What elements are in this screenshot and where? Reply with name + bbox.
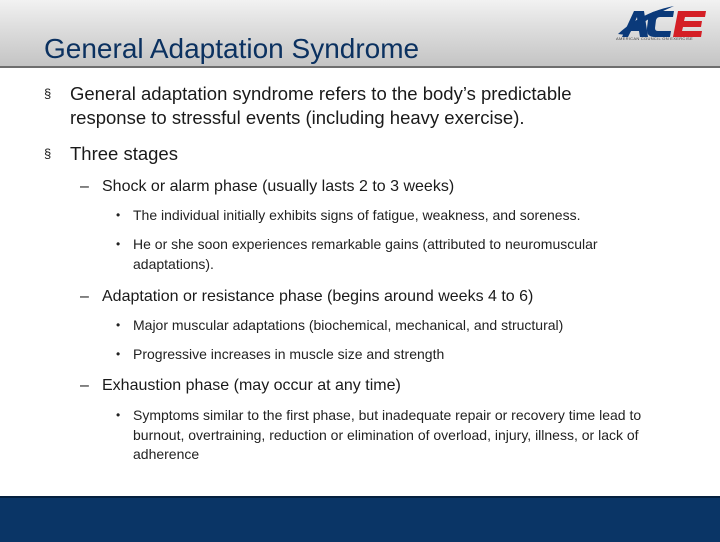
stage-shock-alarm: [80, 177, 680, 197]
bullet-definition: [44, 82, 644, 130]
dot-bullet-icon: •: [116, 318, 121, 332]
dash-bullet-icon: –: [80, 178, 89, 195]
stage-adaptation-resistance: [80, 287, 680, 307]
stage-exhaustion: [80, 376, 680, 396]
point-text: Major muscular adaptations (biochemical, mechanical, and structural): [133, 317, 564, 333]
point-text: He or she soon experiences remarkable gains (attributed to neuromuscular adaptations).: [133, 236, 598, 272]
stage-text: Adaptation or resistance phase (begins around weeks 4 to 6): [102, 288, 534, 305]
point-text: The individual initially exhibits signs of fatigue, weakness, and soreness.: [133, 207, 581, 223]
section-bullet-icon: §: [44, 146, 52, 161]
section-bullet-icon: §: [44, 86, 52, 101]
stage-text: Shock or alarm phase (usually lasts 2 to 3 weeks): [102, 178, 455, 195]
dash-bullet-icon: –: [80, 288, 89, 305]
logo-tagline: AMERICAN COUNCIL ON EXERCISE: [616, 36, 693, 41]
point-text: Progressive increases in muscle size and strength: [133, 346, 445, 362]
dot-bullet-icon: •: [116, 347, 121, 361]
point-text: Symptoms similar to the first phase, but inadequate repair or recovery time lead to burnout, overtraining, reduction or elimination of overload, injury, illness, or lack of adherence: [133, 407, 642, 462]
stage-point: [116, 316, 676, 336]
dot-bullet-icon: •: [116, 408, 121, 422]
slide-footer-bar: [0, 496, 720, 542]
dot-bullet-icon: •: [116, 208, 121, 222]
header-divider: [0, 66, 720, 68]
stage-point: [116, 345, 676, 365]
bullet-text: General adaptation syndrome refers to the body’s predictable response to stressful events (including heavy exercise).: [70, 83, 572, 128]
stage-text: Exhaustion phase (may occur at any time): [102, 377, 401, 394]
stage-point: [116, 235, 676, 274]
stage-point: [116, 206, 676, 226]
bullet-three-stages: [44, 142, 644, 166]
bullet-text: Three stages: [70, 143, 178, 164]
logo-letter-c: [647, 11, 674, 37]
dash-bullet-icon: –: [80, 377, 89, 394]
stage-point: [116, 406, 676, 465]
dot-bullet-icon: •: [116, 237, 121, 251]
slide-title: General Adaptation Syndrome: [44, 33, 420, 64]
logo-letter-e: [673, 11, 706, 37]
